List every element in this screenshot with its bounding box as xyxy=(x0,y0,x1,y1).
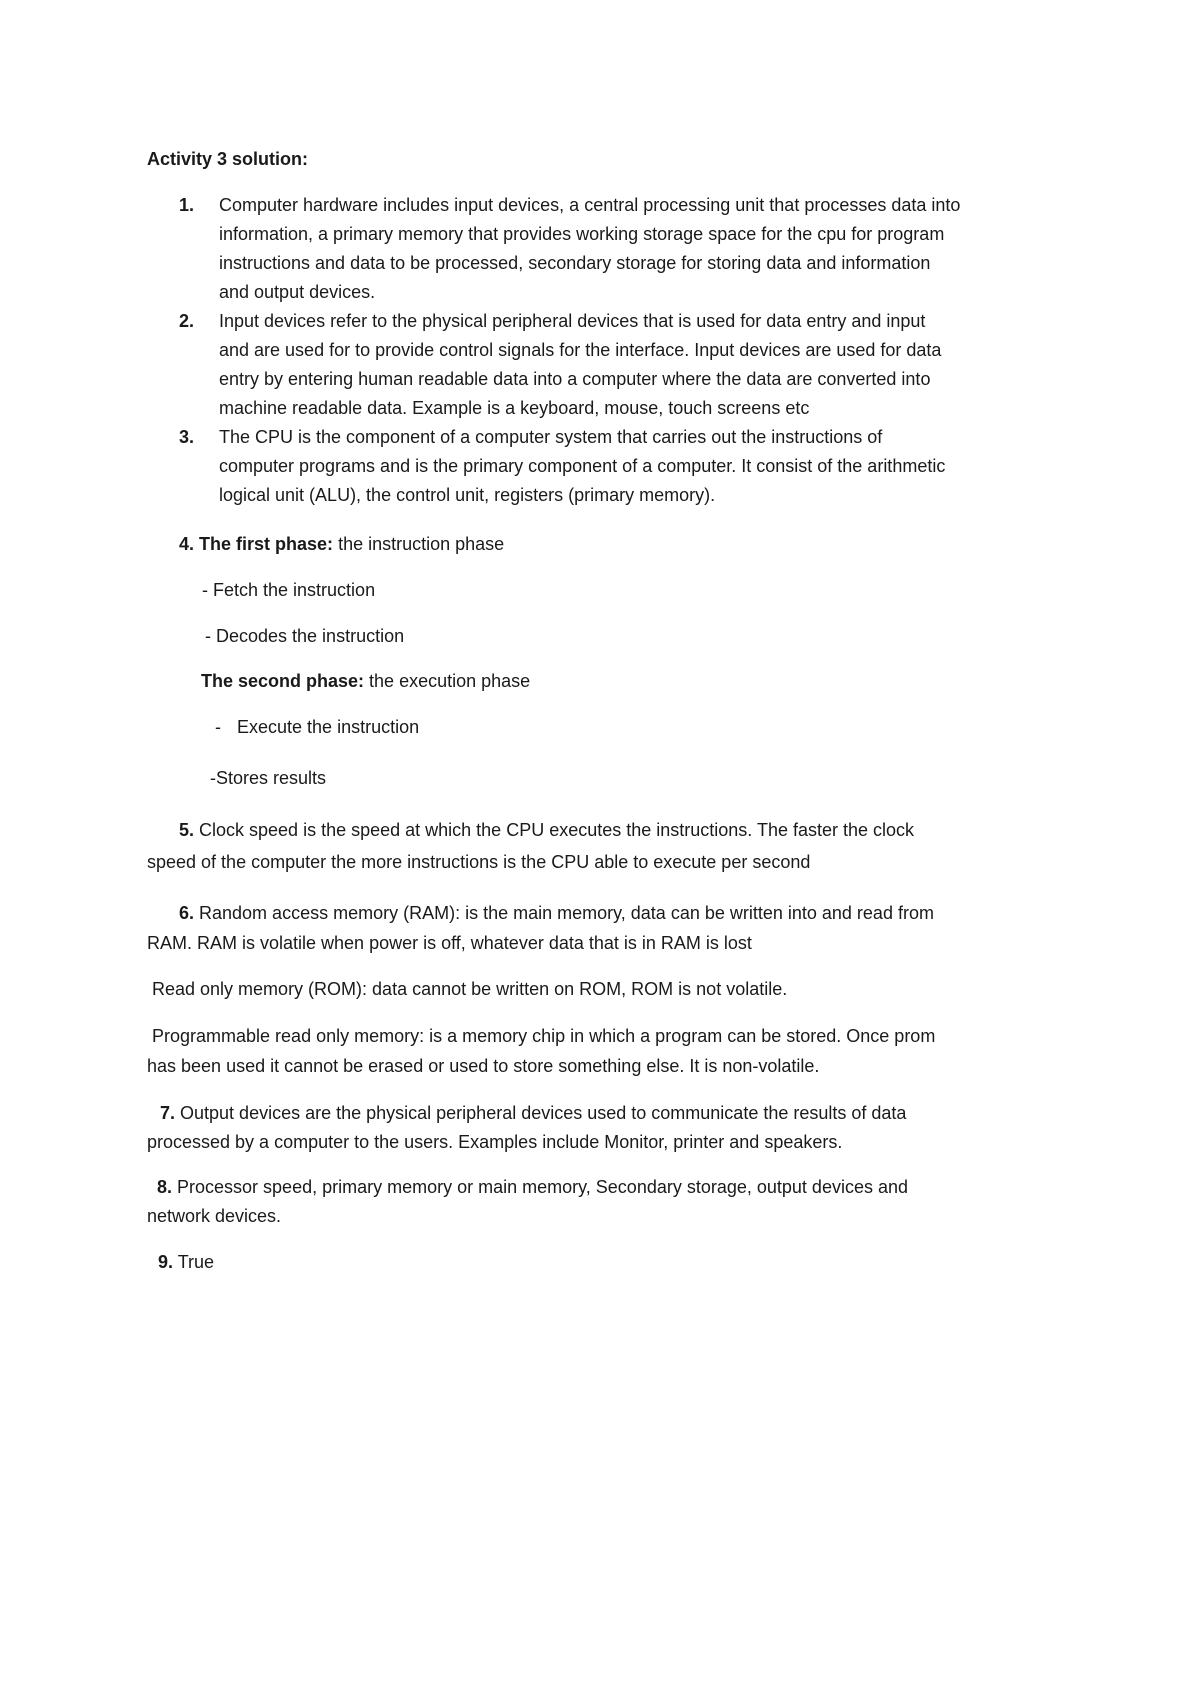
item-2-line: and are used for to provide control signals for the interface. Input devices are used for data xyxy=(219,340,942,360)
item-2-line: machine readable data. Example is a keyboard, mouse, touch screens etc xyxy=(219,398,810,418)
item-8-line: network devices. xyxy=(147,1206,282,1226)
item-1-line: and output devices. xyxy=(219,282,376,302)
phase-2-dash: - xyxy=(215,717,221,737)
item-9-number: 9. xyxy=(158,1252,174,1272)
item-2-line: Input devices refer to the physical peripheral devices that is used for data entry and input xyxy=(219,311,926,331)
item-8-text: Processor speed, primary memory or main memory, Secondary storage, output devices and xyxy=(172,1177,908,1197)
phase-1-text: the instruction phase xyxy=(333,534,505,554)
item-9-answer: True xyxy=(173,1252,215,1272)
item-1-number: 1. xyxy=(179,195,195,215)
phase-2-step: -Stores results xyxy=(210,768,327,788)
item-1-line: information, a primary memory that provides working storage space for the cpu for program xyxy=(219,224,945,244)
item-4-number: 4. xyxy=(179,534,195,554)
item-5-number: 5. xyxy=(179,820,195,840)
item-2-number: 2. xyxy=(179,311,195,331)
item-3-line: The CPU is the component of a computer system that carries out the instructions of xyxy=(219,427,883,447)
item-5-text: Clock speed is the speed at which the CPU executes the instructions. The faster the clock xyxy=(194,820,915,840)
item-2-line: entry by entering human readable data into a computer where the data are converted into xyxy=(219,369,931,389)
item-6-line xyxy=(179,899,934,928)
prom-definition-line: Programmable read only memory: is a memory chip in which a program can be stored. Once prom xyxy=(152,1026,936,1046)
item-5-line xyxy=(179,816,914,845)
item-7-number: 7. xyxy=(160,1103,176,1123)
item-7-text: Output devices are the physical peripheral devices used to communicate the results of data xyxy=(175,1103,907,1123)
phase-1-label: The first phase: xyxy=(199,534,334,554)
item-6-line: RAM. RAM is volatile when power is off, whatever data that is in RAM is lost xyxy=(147,933,752,953)
item-4-phase-2 xyxy=(201,667,530,696)
item-8-number: 8. xyxy=(157,1177,173,1197)
item-8-line xyxy=(157,1173,908,1202)
prom-definition-line: has been used it cannot be erased or used to store something else. It is non-volatile. xyxy=(147,1056,820,1076)
item-3-line: computer programs and is the primary component of a computer. It consist of the arithmetic xyxy=(219,456,946,476)
item-1-line: instructions and data to be processed, secondary storage for storing data and information xyxy=(219,253,931,273)
phase-2-step: Execute the instruction xyxy=(237,717,420,737)
phase-2-label: The second phase: xyxy=(201,671,365,691)
item-3-number: 3. xyxy=(179,427,195,447)
item-6-text: Random access memory (RAM): is the main memory, data can be written into and read from xyxy=(194,903,934,923)
phase-1-step: - Fetch the instruction xyxy=(202,580,376,600)
phase-1-step: - Decodes the instruction xyxy=(205,626,405,646)
item-5-line: speed of the computer the more instructions is the CPU able to execute per second xyxy=(147,852,811,872)
item-1-line: Computer hardware includes input devices, a central processing unit that processes data into xyxy=(219,195,961,215)
rom-definition: Read only memory (ROM): data cannot be written on ROM, ROM is not volatile. xyxy=(152,979,788,999)
item-7-line: processed by a computer to the users. Examples include Monitor, printer and speakers. xyxy=(147,1132,843,1152)
page-title: Activity 3 solution: xyxy=(147,149,309,169)
item-3-line: logical unit (ALU), the control unit, registers (primary memory). xyxy=(219,485,716,505)
phase-2-text: the execution phase xyxy=(364,671,531,691)
item-4-phase-1 xyxy=(179,530,504,559)
item-7-line xyxy=(160,1099,906,1128)
item-6-number: 6. xyxy=(179,903,195,923)
item-9-line xyxy=(158,1248,214,1277)
